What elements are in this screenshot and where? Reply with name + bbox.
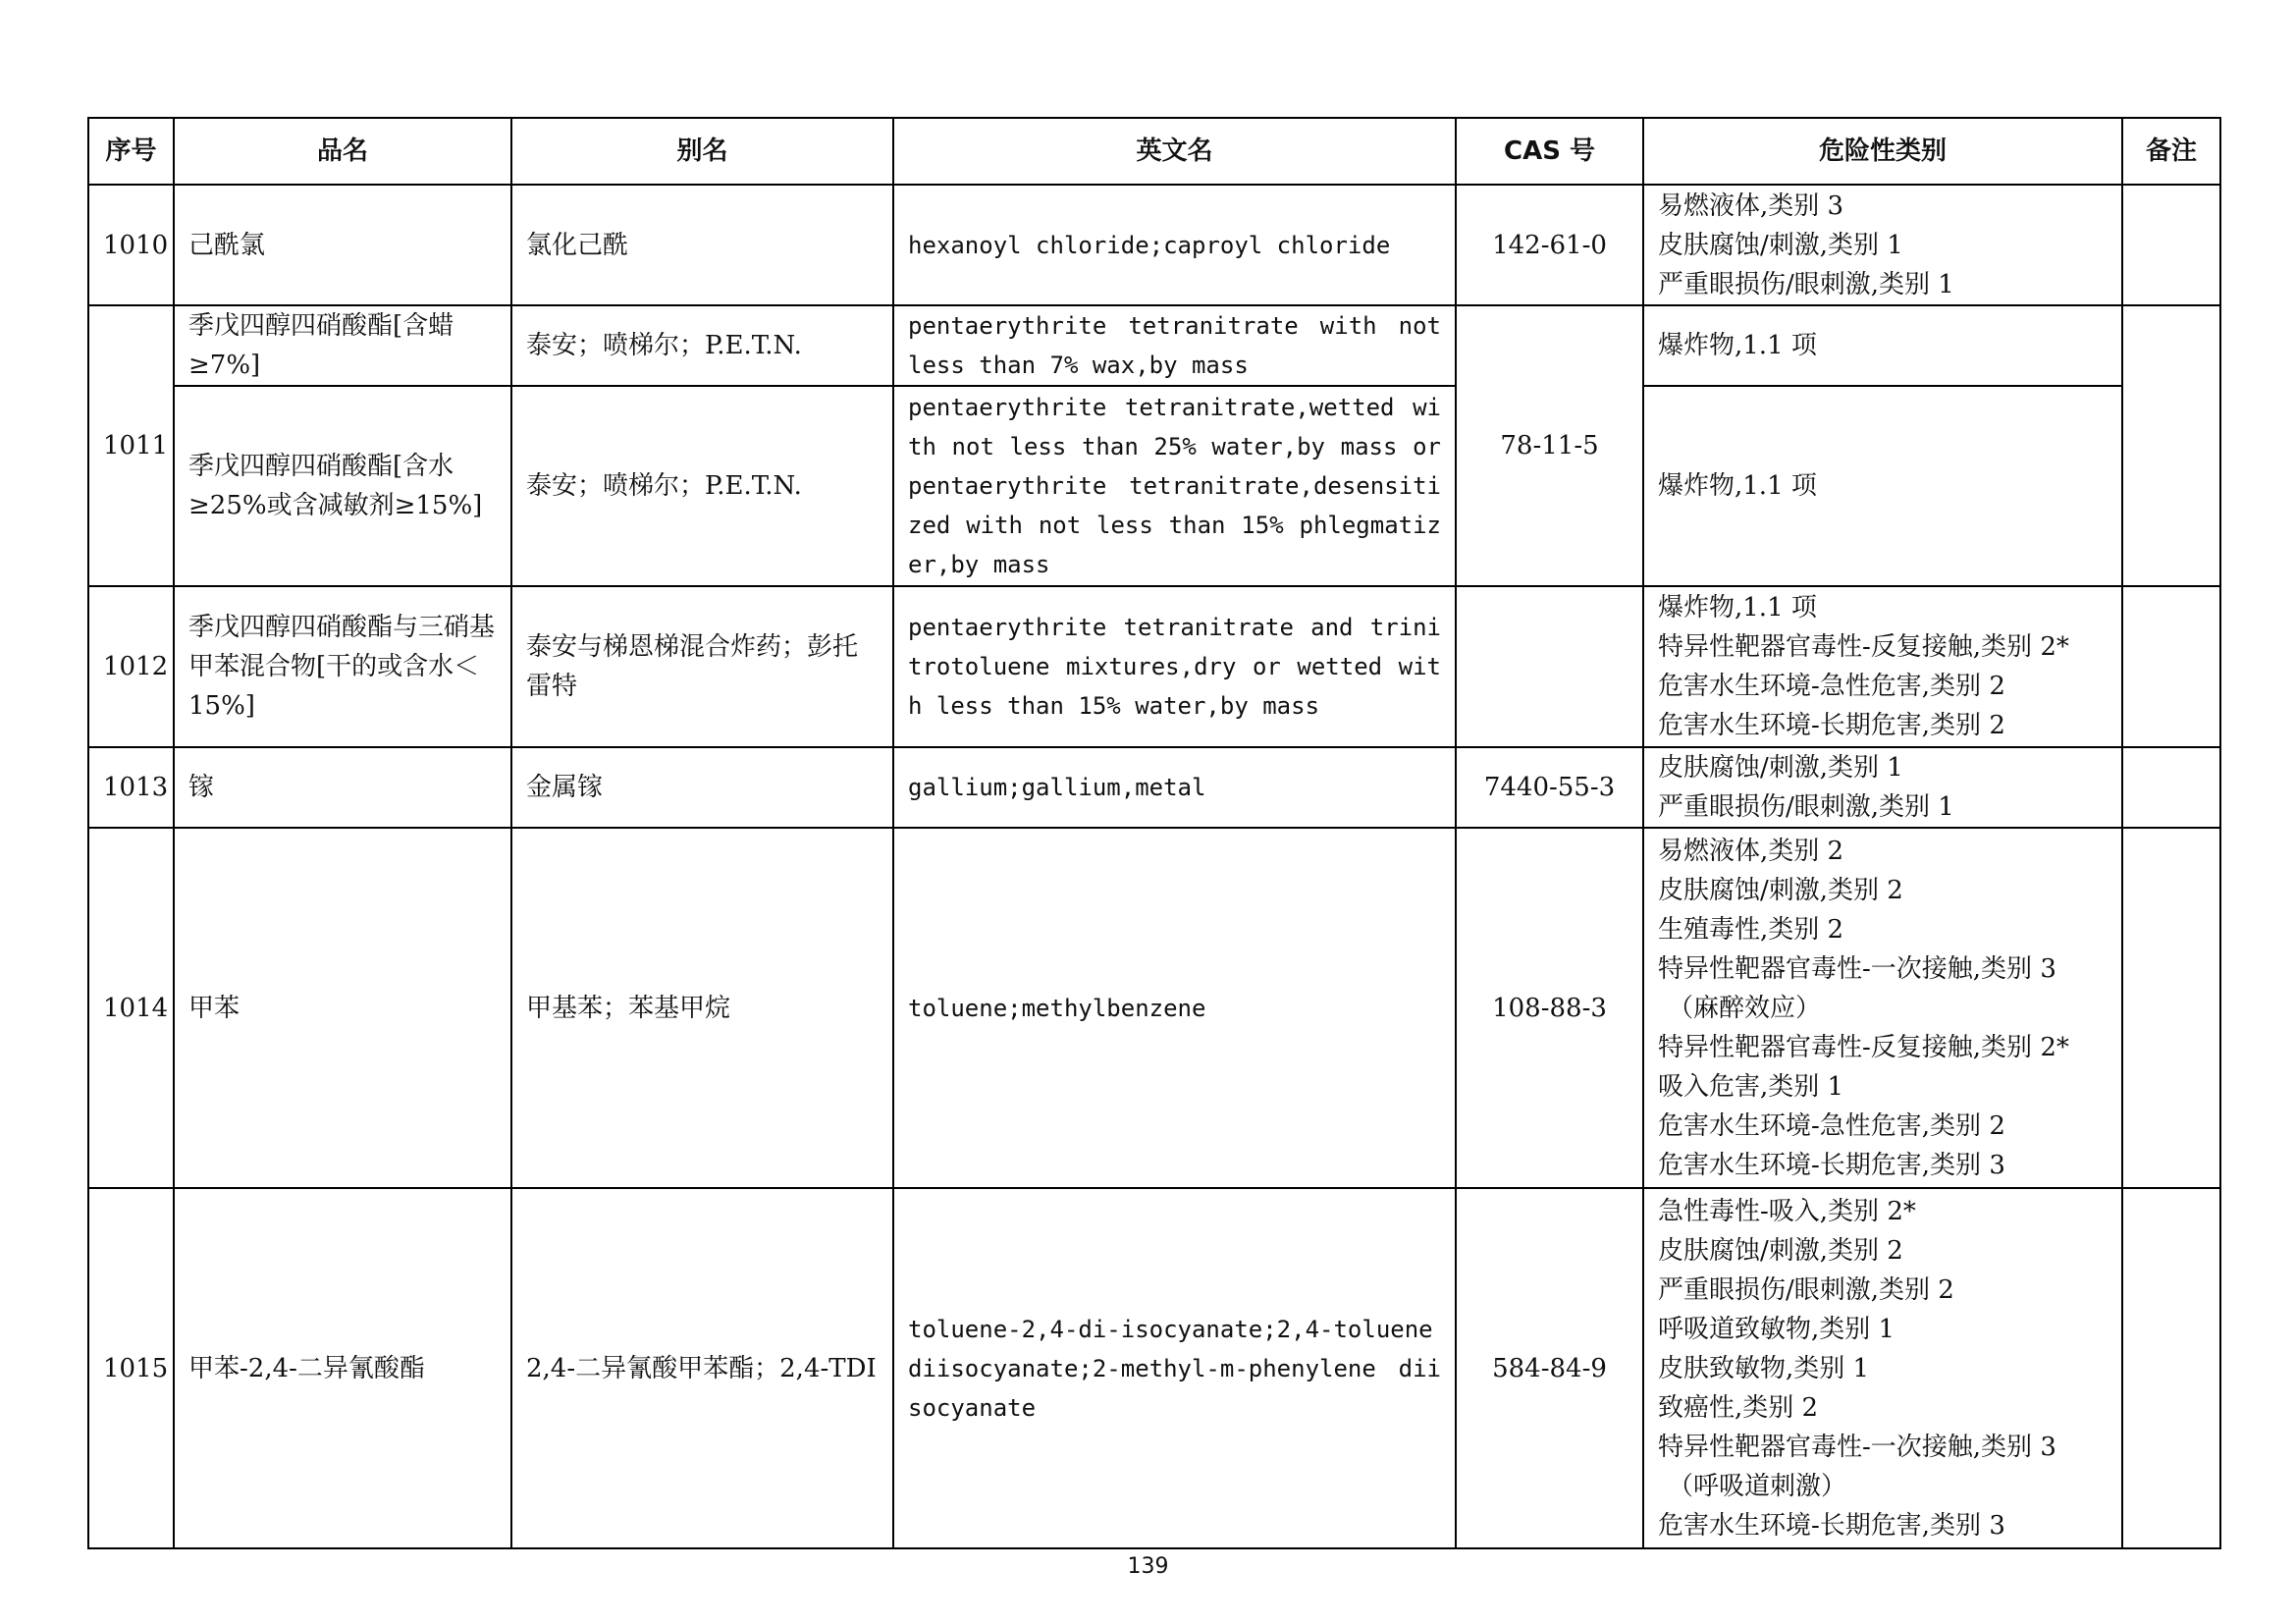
hazard-cell <box>1643 386 2122 586</box>
header-alias: 别名 <box>511 118 893 185</box>
hazard-line: 危害水生环境-长期危害,类别 3 <box>1658 1510 2005 1541</box>
hazard-line: 皮肤腐蚀/刺激,类别 1 <box>1658 753 1903 783</box>
table-row <box>88 185 2220 305</box>
hazard-line: （呼吸道刺激） <box>1668 1471 1847 1501</box>
remark-cell <box>2122 747 2220 828</box>
name-cell: 季戊四醇四硝酸酯[含蜡≥7%] <box>174 305 511 386</box>
seq-cell: 1012 <box>88 586 174 747</box>
hazard-line: 皮肤腐蚀/刺激,类别 2 <box>1658 1235 1903 1266</box>
seq-cell: 1013 <box>88 747 174 828</box>
hazard-line: 皮肤致敏物,类别 1 <box>1658 1353 1870 1383</box>
hazard-cell <box>1643 747 2122 828</box>
cas-cell: 142-61-0 <box>1456 185 1643 305</box>
cas-cell: 584-84-9 <box>1456 1188 1643 1548</box>
name-cell: 己酰氯 <box>174 185 511 305</box>
hazard-cell <box>1643 185 2122 305</box>
alias-cell: 泰安；喷梯尔；P.E.T.N. <box>511 386 893 586</box>
header-name: 品名 <box>174 118 511 185</box>
cas-cell: 7440-55-3 <box>1456 747 1643 828</box>
hazard-line: 皮肤腐蚀/刺激,类别 2 <box>1658 875 1903 905</box>
table-row <box>88 747 2220 828</box>
name-cell: 镓 <box>174 747 511 828</box>
table-row <box>88 305 2220 386</box>
name-cell: 季戊四醇四硝酸酯[含水≥25%或含减敏剂≥15%] <box>174 386 511 586</box>
header-remark: 备注 <box>2122 118 2220 185</box>
hazard-cell <box>1643 586 2122 747</box>
english-cell: pentaerythrite tetranitrate,wetted with not less than 25% water,by mass or pentaerythrite tetranitrate,desensitized with not less than 15% phlegmatizer,by mass <box>893 386 1456 586</box>
seq-cell: 1014 <box>88 828 174 1188</box>
hazard-line: 爆炸物,1.1 项 <box>1658 471 1817 501</box>
cas-cell: 108-88-3 <box>1456 828 1643 1188</box>
remark-cell <box>2122 1188 2220 1548</box>
cas-cell <box>1456 586 1643 747</box>
remark-cell <box>2122 586 2220 747</box>
remark-cell <box>2122 828 2220 1188</box>
header-english: 英文名 <box>893 118 1456 185</box>
hazard-line: 危害水生环境-急性危害,类别 2 <box>1658 672 2005 701</box>
hazard-line: 吸入危害,类别 1 <box>1658 1071 1844 1102</box>
hazard-line: 生殖毒性,类别 2 <box>1658 914 1844 945</box>
hazard-line: 危害水生环境-长期危害,类别 2 <box>1658 711 2005 740</box>
alias-cell: 氯化己酰 <box>511 185 893 305</box>
seq-cell: 1010 <box>88 185 174 305</box>
header-seq: 序号 <box>88 118 174 185</box>
hazard-line: 急性毒性-吸入,类别 2* <box>1658 1196 1916 1226</box>
hazard-line: 严重眼损伤/眼刺激,类别 2 <box>1658 1274 1954 1305</box>
header-cas: CAS 号 <box>1456 118 1643 185</box>
hazard-line: 特异性靶器官毒性-一次接触,类别 3 <box>1658 953 2056 984</box>
seq-cell: 1015 <box>88 1188 174 1548</box>
header-row <box>88 118 2220 185</box>
hazard-cell <box>1643 305 2122 386</box>
table-row <box>88 828 2220 1188</box>
alias-cell: 泰安与梯恩梯混合炸药；彭托雷特 <box>511 586 893 747</box>
english-cell: gallium;gallium,metal <box>893 747 1456 828</box>
hazard-line: 爆炸物,1.1 项 <box>1658 593 1817 623</box>
name-cell: 甲苯-2,4-二异氰酸酯 <box>174 1188 511 1548</box>
english-cell: toluene;methylbenzene <box>893 828 1456 1188</box>
english-cell: toluene-2,4-di-isocyanate;2,4-toluene diisocyanate;2-methyl-m-phenylene diisocyanate <box>893 1188 1456 1548</box>
table-row <box>88 586 2220 747</box>
alias-cell: 甲基苯；苯基甲烷 <box>511 828 893 1188</box>
hazard-cell <box>1643 828 2122 1188</box>
table-row <box>88 386 2220 586</box>
remark-cell <box>2122 305 2220 586</box>
remark-cell <box>2122 185 2220 305</box>
hazard-line: 严重眼损伤/眼刺激,类别 1 <box>1658 792 1954 822</box>
hazardous-chemicals-table <box>87 117 2221 1549</box>
hazard-line: 严重眼损伤/眼刺激,类别 1 <box>1658 269 1954 299</box>
header-hazard: 危险性类别 <box>1643 118 2122 185</box>
hazard-line: （麻醉效应） <box>1668 993 1822 1023</box>
hazard-line: 爆炸物,1.1 项 <box>1658 331 1817 360</box>
hazard-line: 特异性靶器官毒性-反复接触,类别 2* <box>1658 1032 2069 1062</box>
alias-cell: 2,4-二异氰酸甲苯酯；2,4-TDI <box>511 1188 893 1548</box>
english-cell: pentaerythrite tetranitrate and trinitrotoluene mixtures,dry or wetted with less than 15% water,by mass <box>893 586 1456 747</box>
hazard-cell <box>1643 1188 2122 1548</box>
hazard-line: 危害水生环境-急性危害,类别 2 <box>1658 1110 2005 1141</box>
table-row <box>88 1188 2220 1548</box>
hazard-line: 特异性靶器官毒性-反复接触,类别 2* <box>1658 632 2069 662</box>
english-cell: hexanoyl chloride;caproyl chloride <box>893 185 1456 305</box>
hazard-line: 呼吸道致敏物,类别 1 <box>1658 1314 1896 1344</box>
hazard-line: 易燃液体,类别 3 <box>1658 190 1844 221</box>
page-number: 139 <box>1127 1554 1169 1579</box>
cas-cell: 78-11-5 <box>1456 305 1643 586</box>
hazard-line: 特异性靶器官毒性-一次接触,类别 3 <box>1658 1432 2056 1462</box>
hazard-line: 易燃液体,类别 2 <box>1658 836 1844 866</box>
seq-cell: 1011 <box>88 305 174 586</box>
hazard-line: 危害水生环境-长期危害,类别 3 <box>1658 1150 2005 1180</box>
hazard-line: 致癌性,类别 2 <box>1658 1392 1819 1423</box>
name-cell: 甲苯 <box>174 828 511 1188</box>
name-cell: 季戊四醇四硝酸酯与三硝基甲苯混合物[干的或含水＜15%] <box>174 586 511 747</box>
english-cell: pentaerythrite tetranitrate with not less than 7% wax,by mass <box>893 305 1456 386</box>
hazard-line: 皮肤腐蚀/刺激,类别 1 <box>1658 230 1903 260</box>
alias-cell: 泰安；喷梯尔；P.E.T.N. <box>511 305 893 386</box>
alias-cell: 金属镓 <box>511 747 893 828</box>
